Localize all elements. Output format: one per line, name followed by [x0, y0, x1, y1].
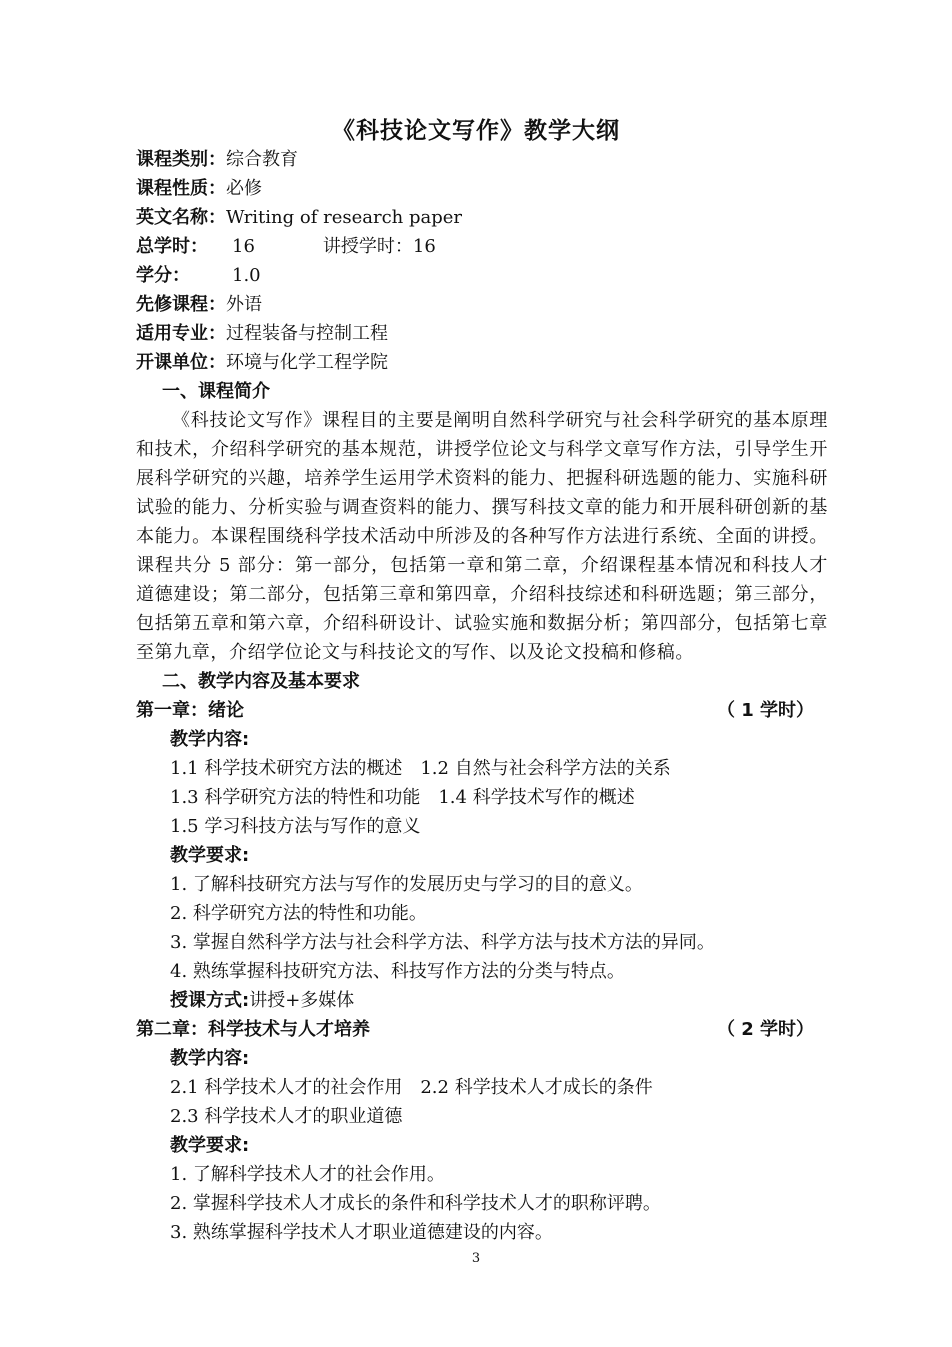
content-label: 教学内容: [170, 1048, 250, 1069]
meta-key: 适用专业： [136, 323, 226, 344]
list-item: 4. 熟练掌握科技研究方法、科技写作方法的分类与特点。 [170, 961, 625, 982]
list-item: 2.3 科学技术人才的职业道德 [170, 1106, 403, 1127]
intro-paragraph [136, 406, 828, 667]
method-label: 授课方式: [170, 990, 250, 1011]
list-item: 2. 科学研究方法的特性和功能。 [170, 903, 427, 924]
meta-english-name [136, 203, 828, 232]
meta-value: 综合教育 [226, 149, 298, 170]
page-number: 3 [471, 1251, 481, 1266]
meta-prerequisite [136, 290, 828, 319]
intro-text: 《科技论文写作》课程目的主要是阐明自然科学研究与社会科学研究的基本原理和技术，介绍科学研究的基本规范，讲授学位论文与科学文章写作方法，引导学生开展科学研究的兴趣，培养学生运用学术资料的能力、把握科研选题的能力、实施科研试验的能力、分析实验与调查资料的能力、撰写科技文章的能力和开展科研创新的基本能力。本课程围绕科学技术活动中所涉及的各种写作方法进行系统、全面的讲授。课程共分 5 部分：第一部分，包括第一章和第二章，介绍课程基本情况和科技人才道德建设；第二部分，包括第三章和第四章，介绍科技综述和科研选题；第三部分，包括第五章和第六章，介绍科研设计、试验实施和数据分析；第四部分，包括第七章至第九章，介绍学位论文与科技论文的写作、以及论文投稿和修稿。 [136, 410, 828, 663]
content-label: 教学内容: [170, 729, 250, 750]
meta-key: 开课单位： [136, 352, 226, 373]
list-item: 3. 熟练掌握科学技术人才职业道德建设的内容。 [170, 1222, 553, 1243]
meta-key: 学分： [136, 265, 190, 286]
page-title: 《科技论文写作》教学大纲 [332, 118, 620, 144]
meta-major [136, 319, 828, 348]
list-item: 1. 了解科学技术人才的社会作用。 [170, 1164, 445, 1185]
meta-value: 必修 [226, 178, 262, 199]
chapter-1-header [136, 696, 828, 725]
meta-value: 外语 [226, 294, 262, 315]
list-item: 1.5 学习科技方法与写作的意义 [170, 816, 421, 837]
meta-total-hours [136, 232, 828, 261]
chapter-hours: （ 2 学时） [716, 1019, 814, 1040]
meta-value: 过程装备与控制工程 [226, 323, 388, 344]
list-item: 1.1 科学技术研究方法的概述 1.2 自然与社会科学方法的关系 [170, 758, 671, 779]
chapter-2-header [136, 1015, 828, 1044]
section-heading-intro: 一、课程简介 [162, 381, 270, 402]
meta-credit [136, 261, 828, 290]
list-item: 2. 掌握科学技术人才成长的条件和科学技术人才的职称评聘。 [170, 1193, 661, 1214]
method-value: 讲授+多媒体 [249, 990, 355, 1011]
meta-value: 环境与化学工程学院 [226, 352, 388, 373]
meta-key: 课程性质： [136, 178, 226, 199]
meta-course-category [136, 145, 828, 174]
meta-value: 16 [232, 236, 255, 257]
syllabus-body [136, 145, 828, 1247]
meta-lecture-hours: 讲授学时：16 [322, 236, 436, 257]
list-item: 3. 掌握自然科学方法与社会科学方法、科学方法与技术方法的异同。 [170, 932, 715, 953]
requirements-label: 教学要求: [170, 845, 250, 866]
list-item: 2.1 科学技术人才的社会作用 2.2 科学技术人才成长的条件 [170, 1077, 653, 1098]
chapter-title: 第二章：科学技术与人才培养 [136, 1019, 370, 1040]
section-heading-content: 二、教学内容及基本要求 [162, 671, 360, 692]
meta-key: 课程类别： [136, 149, 226, 170]
list-item: 1. 了解科技研究方法与写作的发展历史与学习的目的意义。 [170, 874, 643, 895]
meta-key: 先修课程： [136, 294, 226, 315]
meta-value: Writing of research paper [226, 207, 463, 228]
meta-course-nature [136, 174, 828, 203]
chapter-title: 第一章：绪论 [136, 700, 244, 721]
list-item: 1.3 科学研究方法的特性和功能 1.4 科学技术写作的概述 [170, 787, 635, 808]
meta-value: 1.0 [232, 265, 261, 286]
meta-key: 英文名称： [136, 207, 226, 228]
meta-department [136, 348, 828, 377]
chapter-hours: （ 1 学时） [716, 700, 814, 721]
meta-key: 总学时： [136, 236, 208, 257]
teaching-method [136, 986, 828, 1015]
requirements-label: 教学要求: [170, 1135, 250, 1156]
